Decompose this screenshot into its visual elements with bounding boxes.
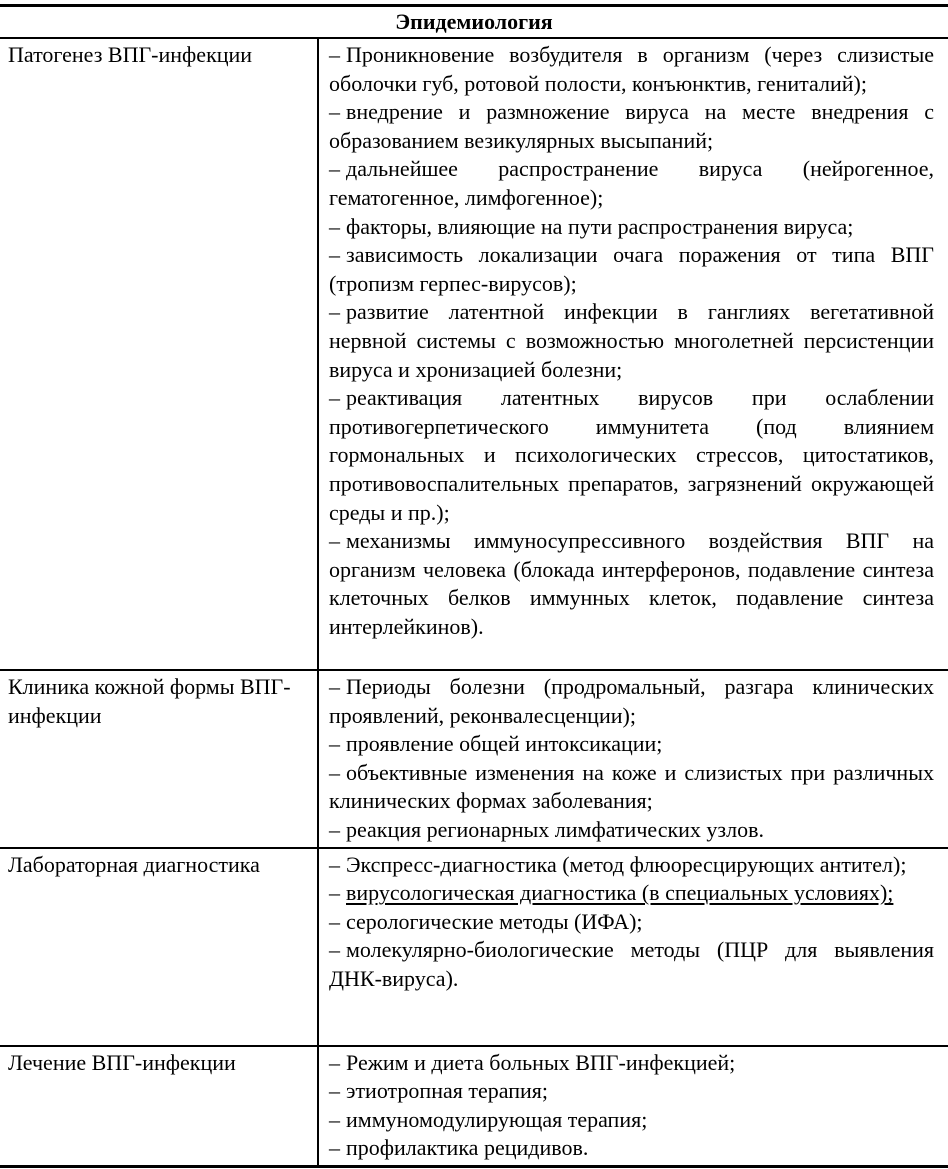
list-item — [329, 527, 934, 641]
epidemiology-table — [0, 4, 948, 1168]
list-item — [329, 816, 934, 845]
list-item — [329, 241, 934, 298]
item-dash: – — [329, 1106, 340, 1132]
item-text: профилактика рецидивов. — [346, 1135, 589, 1161]
table-row — [0, 1047, 948, 1165]
item-dash: – — [329, 385, 340, 411]
item-dash: – — [329, 937, 340, 963]
item-dash: – — [329, 851, 340, 877]
item-dash: – — [329, 299, 340, 325]
item-text: реактивация латентных вирусов при ослаблении противогерпетического иммунитета (под влиянием гормональных и психологических стрессов, цитостатиков, противовоспалительных препаратов, загрязнений окружающей среды и пр.); — [329, 385, 934, 525]
item-text: объективные изменения на коже и слизистых при различных клинических формах заболевания; — [329, 759, 934, 814]
topic-cell: Лабораторная диагностика — [0, 849, 319, 1045]
list-item — [329, 673, 934, 730]
items-cell — [319, 39, 948, 669]
item-dash: – — [329, 674, 340, 699]
items-cell — [319, 671, 948, 847]
table-row — [0, 849, 948, 1047]
topic-cell: Патогенез ВПГ-инфекции — [0, 39, 319, 669]
item-text: развитие латентной инфекции в ганглиях вегетативной нервной системы с возможностью многолетней персистенции вируса и хронизацией болезни; — [329, 299, 934, 382]
item-dash: – — [329, 156, 340, 182]
list-item — [329, 1077, 934, 1106]
list-item — [329, 730, 934, 759]
table-row — [0, 671, 948, 849]
item-text: молекулярно-биологические методы (ПЦР для выявления ДНК-вируса). — [329, 937, 934, 991]
topic-cell: Лечение ВПГ-инфекции — [0, 1047, 319, 1165]
list-item — [329, 1106, 934, 1135]
items-cell — [319, 849, 948, 1045]
topic-cell: Клиника кожной формы ВПГ-инфекции — [0, 671, 319, 847]
item-dash: – — [329, 42, 340, 67]
table-header: Эпидемиология — [0, 7, 948, 39]
item-dash: – — [329, 1049, 340, 1075]
item-text: факторы, влияющие на пути распространения вируса; — [346, 213, 854, 239]
item-dash: – — [329, 213, 340, 239]
item-text: дальнейшее распространение вируса (нейрогенное, гематогенное, лимфогенное); — [329, 156, 934, 210]
list-item — [329, 98, 934, 155]
list-item — [329, 1134, 934, 1163]
item-dash: – — [329, 908, 340, 934]
item-text: иммуномодулирующая терапия; — [346, 1106, 648, 1132]
item-dash: – — [329, 880, 340, 906]
item-text: проявление общей интоксикации; — [346, 731, 663, 757]
list-item — [329, 879, 934, 908]
item-text: Проникновение возбудителя в организм (через слизистые оболочки губ, ротовой полости, конъюнктив, гениталий); — [329, 42, 934, 96]
item-dash: – — [329, 731, 340, 757]
items-cell — [319, 1047, 948, 1165]
list-item — [329, 213, 934, 242]
table-rows — [0, 39, 948, 1165]
list-item — [329, 851, 934, 880]
item-text: серологические методы (ИФА); — [346, 908, 643, 934]
item-text: механизмы иммуносупрессивного воздействия ВПГ на организм человека (блокада интерферонов, подавление синтеза клеточных белков иммунных клеток, подавление синтеза интерлейкинов). — [329, 528, 934, 639]
item-text: Режим и диета больных ВПГ-инфекцией; — [346, 1049, 736, 1075]
item-dash: – — [329, 1135, 340, 1161]
list-item — [329, 155, 934, 212]
item-text: зависимость локализации очага поражения от типа ВПГ (тропизм герпес-вирусов); — [329, 242, 934, 296]
item-text: Экспресс-диагностика (метод флюоресцирующих антител); — [346, 851, 907, 877]
item-dash: – — [329, 528, 340, 554]
item-text: внедрение и размножение вируса на месте внедрения с образованием везикулярных высыпаний; — [329, 99, 934, 153]
item-dash: – — [329, 99, 340, 125]
list-item — [329, 908, 934, 937]
item-text: этиотропная терапия; — [346, 1078, 548, 1104]
item-dash: – — [329, 1078, 340, 1104]
list-item — [329, 936, 934, 993]
item-dash: – — [329, 759, 340, 785]
item-text: реакция регионарных лимфатических узлов. — [346, 816, 764, 842]
item-dash: – — [329, 816, 340, 842]
item-text: Периоды болезни (продромальный, разгара клинических проявлений, реконвалесценции); — [329, 674, 934, 728]
list-item — [329, 41, 934, 98]
table-row — [0, 39, 948, 671]
item-text: вирусологическая диагностика (в специальных условиях); — [346, 880, 894, 906]
list-item — [329, 384, 934, 527]
list-item — [329, 298, 934, 384]
item-dash: – — [329, 242, 340, 268]
list-item — [329, 1049, 934, 1078]
list-item — [329, 759, 934, 816]
